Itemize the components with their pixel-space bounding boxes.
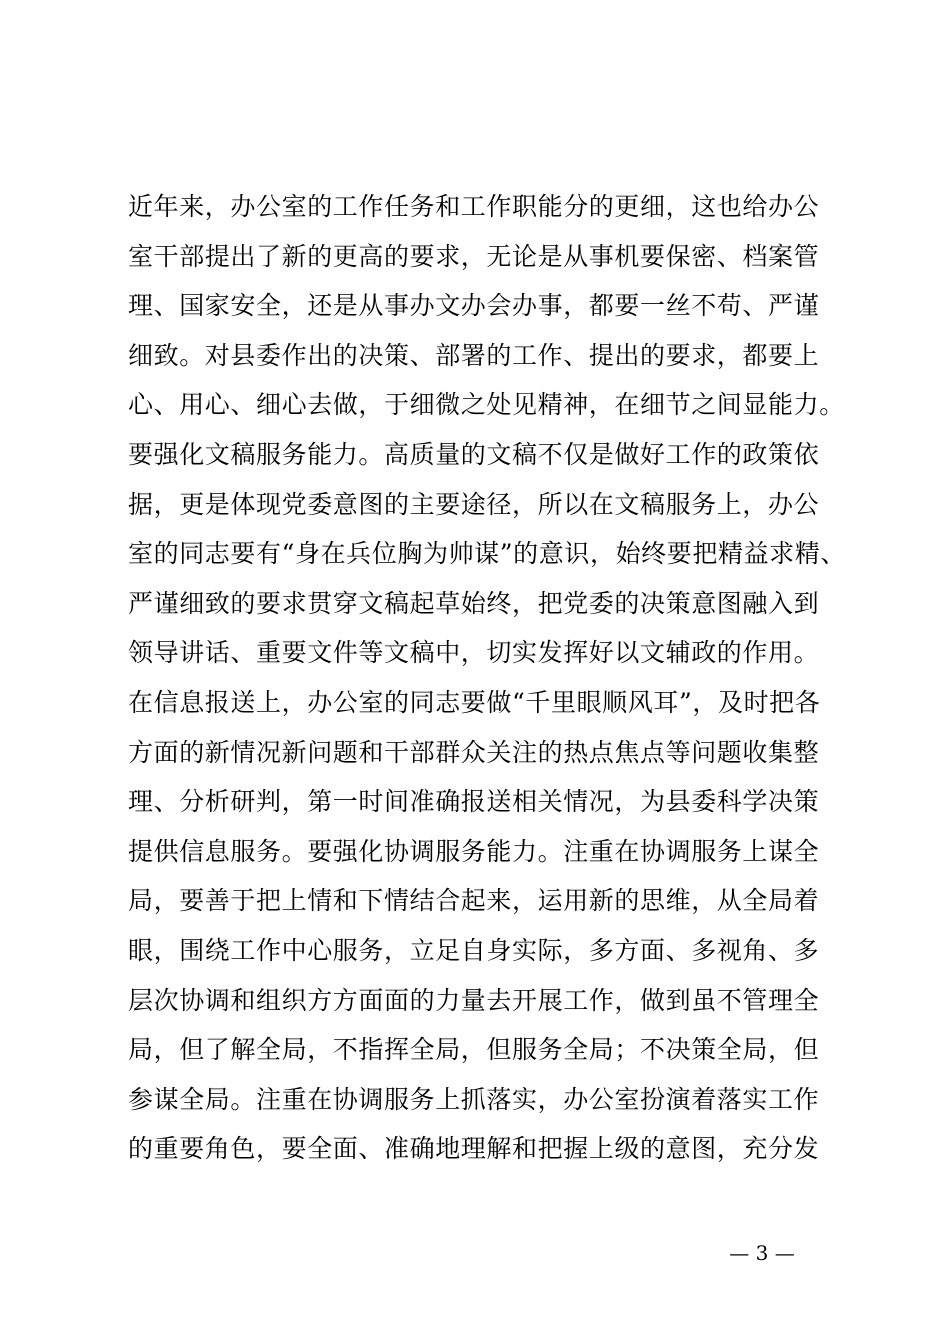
text-line: 理、国家安全，还是从事办文办会办事，都要一丝不苟、严谨 [128, 291, 820, 321]
text-line: 在信息报送上，办公室的同志要做“千里眼顺风耳”，及时把各 [128, 687, 821, 717]
text-line: 据，更是体现党委意图的主要途径，所以在文稿服务上，办公 [128, 489, 820, 519]
text-line: 参谋全局。注重在协调服务上抓落实，办公室扮演着落实工作 [128, 1084, 820, 1114]
text-line: 严谨细致的要求贯穿文稿起草始终，把党委的决策意图融入到 [128, 588, 820, 618]
text-line: 领导讲话、重要文件等文稿中，切实发挥好以文辅政的作用。 [128, 638, 820, 668]
text-line: 室的同志要有“身在兵位胸为帅谋”的意识，始终要把精益求精、 [128, 539, 846, 569]
text-line: 细致。对县委作出的决策、部署的工作、提出的要求，都要上 [128, 340, 820, 370]
text-line: 的重要角色，要全面、准确地理解和把握上级的意图，充分发 [128, 1134, 820, 1164]
text-line: 理、分析研判，第一时间准确报送相关情况，为县委科学决策 [128, 787, 820, 817]
page-number: — 3 — [729, 1241, 795, 1265]
text-line: 心、用心、细心去做，于细微之处见精神，在细节之间显能力。 [128, 390, 845, 420]
text-line: 层次协调和组织方方面面的力量去开展工作，做到虽不管理全 [128, 985, 820, 1015]
text-line: 室干部提出了新的更高的要求，无论是从事机要保密、档案管 [128, 241, 820, 271]
text-line: 方面的新情况新问题和干部群众关注的热点焦点等问题收集整 [128, 737, 820, 767]
text-line: 眼，围绕工作中心服务，立足自身实际，多方面、多视角、多 [128, 935, 820, 965]
text-line: 局，但了解全局，不指挥全局，但服务全局；不决策全局，但 [128, 1035, 820, 1065]
text-line: 近年来，办公室的工作任务和工作职能分的更细，这也给办公 [128, 192, 820, 221]
body-text [128, 182, 848, 1174]
text-line: 提供信息服务。要强化协调服务能力。注重在协调服务上谋全 [128, 836, 820, 866]
text-line: 局，要善于把上情和下情结合起来，运用新的思维，从全局着 [128, 886, 820, 916]
text-line: 要强化文稿服务能力。高质量的文稿不仅是做好工作的政策依 [128, 439, 820, 469]
